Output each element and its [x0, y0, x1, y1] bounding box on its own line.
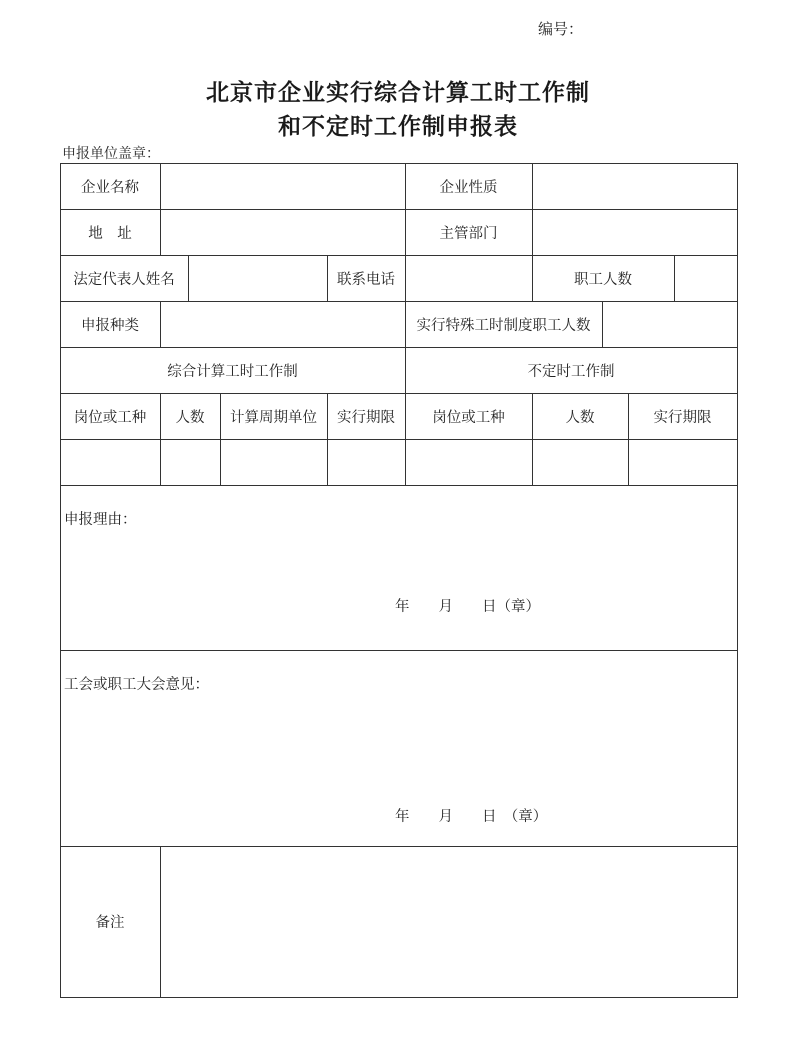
- table-border-right: [737, 163, 738, 998]
- cycle-field[interactable]: [221, 440, 327, 485]
- col-header-post-b: 岗位或工种: [432, 409, 505, 426]
- row-divider: [60, 650, 738, 651]
- remarks-field[interactable]: [161, 847, 737, 997]
- legal-rep-label: 法定代表人姓名: [73, 271, 175, 288]
- col-header-term-a: 实行期限: [337, 409, 395, 426]
- union-date-stamp: 年 月 日 （章）: [395, 809, 548, 825]
- department-field[interactable]: [533, 209, 737, 255]
- comprehensive-hours-heading: 综合计算工时工作制: [167, 363, 298, 380]
- company-name-field[interactable]: [161, 163, 405, 209]
- application-form-table: [60, 163, 738, 998]
- apply-type-field[interactable]: [161, 301, 405, 347]
- staff-count-field[interactable]: [675, 255, 737, 301]
- phone-field[interactable]: [406, 255, 532, 301]
- row-divider: [60, 485, 738, 486]
- reason-label: 申报理由：: [64, 512, 137, 528]
- special-staff-label: 实行特殊工时制度职工人数: [416, 317, 591, 334]
- term-a-field[interactable]: [328, 440, 405, 485]
- people-b-field[interactable]: [533, 440, 628, 485]
- term-b-field[interactable]: [629, 440, 737, 485]
- form-title-line-2: 和不定时工作制申报表: [278, 114, 518, 140]
- form-title-line-1: 北京市企业实行综合计算工时工作制: [206, 80, 590, 106]
- post-b-field[interactable]: [406, 440, 532, 485]
- serial-number-label: 编号：: [538, 20, 584, 38]
- applicant-stamp-label: 申报单位盖章：: [62, 146, 160, 162]
- company-type-label: 企业性质: [439, 179, 498, 196]
- remarks-label: 备注: [95, 915, 125, 931]
- people-a-field[interactable]: [161, 440, 220, 485]
- apply-type-label: 申报种类: [81, 317, 139, 334]
- col-header-people-b: 人数: [565, 409, 595, 426]
- special-staff-field[interactable]: [603, 301, 737, 347]
- table-border-bottom: [60, 997, 738, 998]
- flexible-hours-heading: 不定时工作制: [527, 363, 615, 380]
- department-label: 主管部门: [439, 225, 498, 242]
- company-type-field[interactable]: [533, 163, 737, 209]
- company-name-label: 企业名称: [81, 179, 139, 196]
- staff-count-label: 职工人数: [574, 271, 632, 288]
- address-field[interactable]: [161, 209, 405, 255]
- phone-label: 联系电话: [337, 271, 395, 288]
- col-header-term-b: 实行期限: [653, 409, 712, 426]
- post-a-field[interactable]: [61, 440, 160, 485]
- col-header-cycle: 计算周期单位: [230, 409, 317, 426]
- col-header-people-a: 人数: [175, 409, 205, 426]
- address-label: 地 址: [88, 225, 132, 242]
- union-opinion-label: 工会或职工大会意见：: [64, 677, 209, 693]
- reason-date-stamp: 年 月 日（章）: [395, 599, 540, 615]
- legal-rep-field[interactable]: [189, 255, 327, 301]
- col-header-post-a: 岗位或工种: [73, 409, 147, 426]
